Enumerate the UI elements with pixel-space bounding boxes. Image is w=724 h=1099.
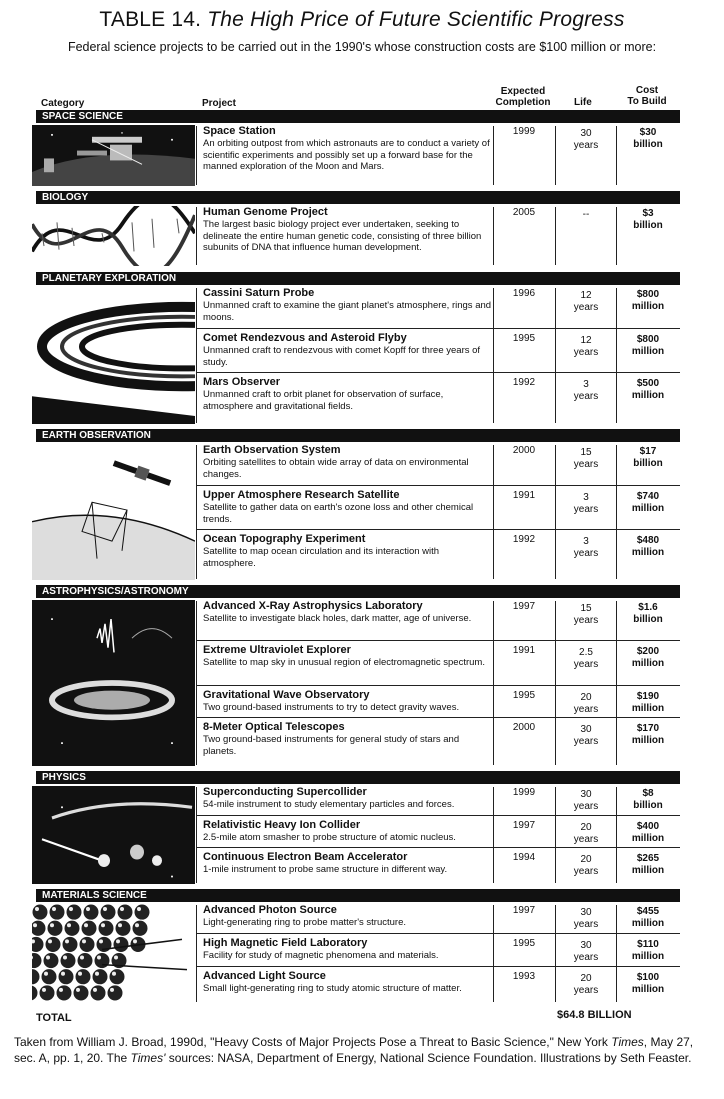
project-entry [203,125,493,173]
project-name: Comet Rendezvous and Asteroid Flyby [203,332,407,344]
project-name: Advanced Light Source [203,970,326,982]
project-name: Human Genome Project [203,206,328,218]
project-cost: $30 billion [633,127,663,150]
header-cost: Cost To Build [627,85,667,107]
project-name: Cassini Saturn Probe [203,287,315,299]
project-life: -- [582,209,590,220]
project-name: Mars Observer [203,376,281,388]
project-description: Two ground-based instruments for general study of stars and planets. [203,734,460,757]
project-life: 20 years [573,822,599,845]
total-label: TOTAL [36,1012,72,1024]
completion-year: 1996 [512,288,536,299]
project-entry [203,786,493,811]
project-name: Relativistic Heavy Ion Collider [203,819,361,831]
project-description: 2.5-mile atom smasher to probe structure of atomic nucleus. [203,832,456,843]
project-cost: $265 million [631,853,665,876]
project-life: 15 years [573,447,599,470]
project-life: 12 years [573,290,599,313]
total-value: $64.8 BILLION [557,1009,632,1021]
project-description: Facility for study of magnetic phenomena and materials. [203,950,439,961]
row-divider [197,372,680,373]
project-cost: $3 billion [633,208,663,231]
particle-collider-illustration [32,786,195,884]
project-description: Orbiting satellites to obtain wide array of data on environmental changes. [203,457,469,480]
column-divider [196,288,197,423]
project-cost: $170 million [631,723,665,746]
project-life: 30 years [573,940,599,963]
atom-lattice-illustration [32,904,195,1003]
category-band: MATERIALS SCIENCE [36,889,680,902]
project-entry [203,332,493,368]
category-band: BIOLOGY [36,191,680,204]
project-description: Satellite to investigate black holes, dark matter, age of universe. [203,613,472,624]
header-project: Project [202,98,236,109]
project-description: 54-mile instrument to study elementary particles and forces. [203,799,455,810]
galaxy-illustration [32,600,195,766]
project-name: Extreme Ultraviolet Explorer [203,644,351,656]
project-life: 3 years [573,379,599,402]
project-life: 3 years [573,492,599,515]
row-divider [197,966,680,967]
completion-year: 1993 [512,971,536,982]
completion-year: 1995 [512,333,536,344]
completion-year: 1997 [512,905,536,916]
project-cost: $100 million [631,972,665,995]
project-cost: $800 million [631,334,665,357]
completion-year: 1994 [512,852,536,863]
project-life: 30 years [573,907,599,930]
project-entry [203,819,493,844]
project-description: Satellite to map sky in unusual region of electromagnetic spectrum. [203,657,485,668]
completion-year: 1992 [512,377,536,388]
project-name: Earth Observation System [203,444,341,456]
column-divider [196,905,197,1002]
category-band: ASTROPHYSICS/ASTRONOMY [36,585,680,598]
project-entry [203,644,493,669]
project-life: 12 years [573,335,599,358]
column-divider [196,126,197,185]
column-divider [196,207,197,265]
project-entry [203,937,493,962]
project-entry [203,851,493,876]
project-life: 15 years [573,603,599,626]
project-name: Advanced X-Ray Astrophysics Laboratory [203,600,423,612]
project-entry [203,689,493,714]
project-cost: $500 million [631,378,665,401]
project-name: Continuous Electron Beam Accelerator [203,851,408,863]
header-category: Category [41,98,85,109]
completion-year: 1995 [512,690,536,701]
project-description: An orbiting outpost from which astronauts are to conduct a variety of scientific experiments and possibly set up a forward base for the manned exploration of the Moon and Mars. [203,138,490,172]
dna-helix-illustration [32,206,195,266]
project-entry [203,206,493,254]
project-life: 20 years [573,692,599,715]
project-description: Two ground-based instruments to try to detect gravity waves. [203,702,460,713]
project-name: Gravitational Wave Observatory [203,689,370,701]
project-entry [203,444,493,480]
project-description: Light-generating ring to probe matter's structure. [203,917,407,928]
completion-year: 1992 [512,534,536,545]
project-cost: $800 million [631,289,665,312]
project-description: The largest basic biology project ever undertaken, seeking to delineate the entire human genetic code, consisting of three billion subunits of DNA that influence human development. [203,219,482,253]
project-cost: $17 billion [633,446,663,469]
project-name: High Magnetic Field Laboratory [203,937,368,949]
category-band: PLANETARY EXPLORATION [36,272,680,285]
project-cost: $740 million [631,491,665,514]
table-subtitle: Federal science projects to be carried out in the 1990's whose construction costs are $100 million or more: [67,40,657,54]
row-divider [197,529,680,530]
project-description: Unmanned craft to examine the giant planet's atmosphere, rings and moons. [203,300,492,323]
column-divider [493,787,494,883]
project-entry [203,904,493,929]
column-divider [196,601,197,765]
column-divider [493,288,494,423]
completion-year: 1997 [512,601,536,612]
project-cost: $110 million [631,939,665,962]
completion-year: 2000 [512,445,536,456]
project-name: Advanced Photon Source [203,904,337,916]
column-divider [493,445,494,579]
project-name: Space Station [203,125,276,137]
project-description: Satellite to gather data on earth's ozone loss and other chemical trends. [203,502,474,525]
project-cost: $400 million [631,821,665,844]
project-description: Unmanned craft to orbit planet for observation of surface, atmosphere and gravitational fields. [203,389,444,412]
project-entry [203,721,493,757]
project-name: Superconducting Supercollider [203,786,367,798]
project-description: Unmanned craft to rendezvous with comet Kopff for three years of study. [203,345,481,368]
project-entry [203,287,493,323]
project-life: 3 years [573,536,599,559]
project-description: Satellite to map ocean circulation and its interaction with atmosphere. [203,546,440,569]
completion-year: 1999 [512,787,536,798]
project-cost: $455 million [631,906,665,929]
completion-year: 2000 [512,722,536,733]
project-cost: $1.6 billion [633,602,663,625]
project-name: Upper Atmosphere Research Satellite [203,489,400,501]
completion-year: 1997 [512,820,536,831]
project-entry [203,600,493,625]
table-title: TABLE 14. The High Price of Future Scientific Progress [99,8,625,31]
project-cost: $190 million [631,691,665,714]
project-entry [203,489,493,525]
project-life: 30 years [573,724,599,747]
column-divider [493,905,494,1002]
header-completion: Expected Completion [495,86,551,108]
project-life: 20 years [573,973,599,996]
project-description: Small light-generating ring to study atomic structure of matter. [203,983,462,994]
completion-year: 2005 [512,207,536,218]
project-entry [203,970,493,995]
satellite-earth-illustration [32,444,195,580]
category-band: PHYSICS [36,771,680,784]
row-divider [197,717,680,718]
row-divider [197,815,680,816]
column-divider [196,445,197,579]
row-divider [197,485,680,486]
completion-year: 1995 [512,938,536,949]
project-entry [203,376,493,412]
completion-year: 1991 [512,490,536,501]
row-divider [197,328,680,329]
project-life: 30 years [573,128,599,151]
row-divider [197,685,680,686]
header-life: Life [574,97,592,108]
project-name: Ocean Topography Experiment [203,533,366,545]
project-life: 30 years [573,789,599,812]
project-life: 2.5 years [573,647,599,670]
project-entry [203,533,493,569]
project-cost: $480 million [631,535,665,558]
category-band: EARTH OBSERVATION [36,429,680,442]
column-divider [196,787,197,883]
row-divider [197,640,680,641]
project-cost: $200 million [631,646,665,669]
completion-year: 1991 [512,645,536,656]
column-divider [493,601,494,765]
completion-year: 1999 [512,126,536,137]
project-description: 1-mile instrument to probe same structure in different way. [203,864,448,875]
space-station-illustration [32,125,195,186]
project-cost: $8 billion [633,788,663,811]
category-band: SPACE SCIENCE [36,110,680,123]
project-life: 20 years [573,854,599,877]
planet-rings-illustration [32,287,195,424]
row-divider [197,847,680,848]
row-divider [197,933,680,934]
source-citation: Taken from William J. Broad, 1990d, "Heavy Costs of Major Projects Pose a Threat to Basic Science," New York Times, May 27, sec. A, pp. 1, 20. The Times' sources: NASA, Department of Energy, National Science Foundation. Illustrations by Seth Feaster. [14,1035,694,1065]
project-name: 8-Meter Optical Telescopes [203,721,345,733]
